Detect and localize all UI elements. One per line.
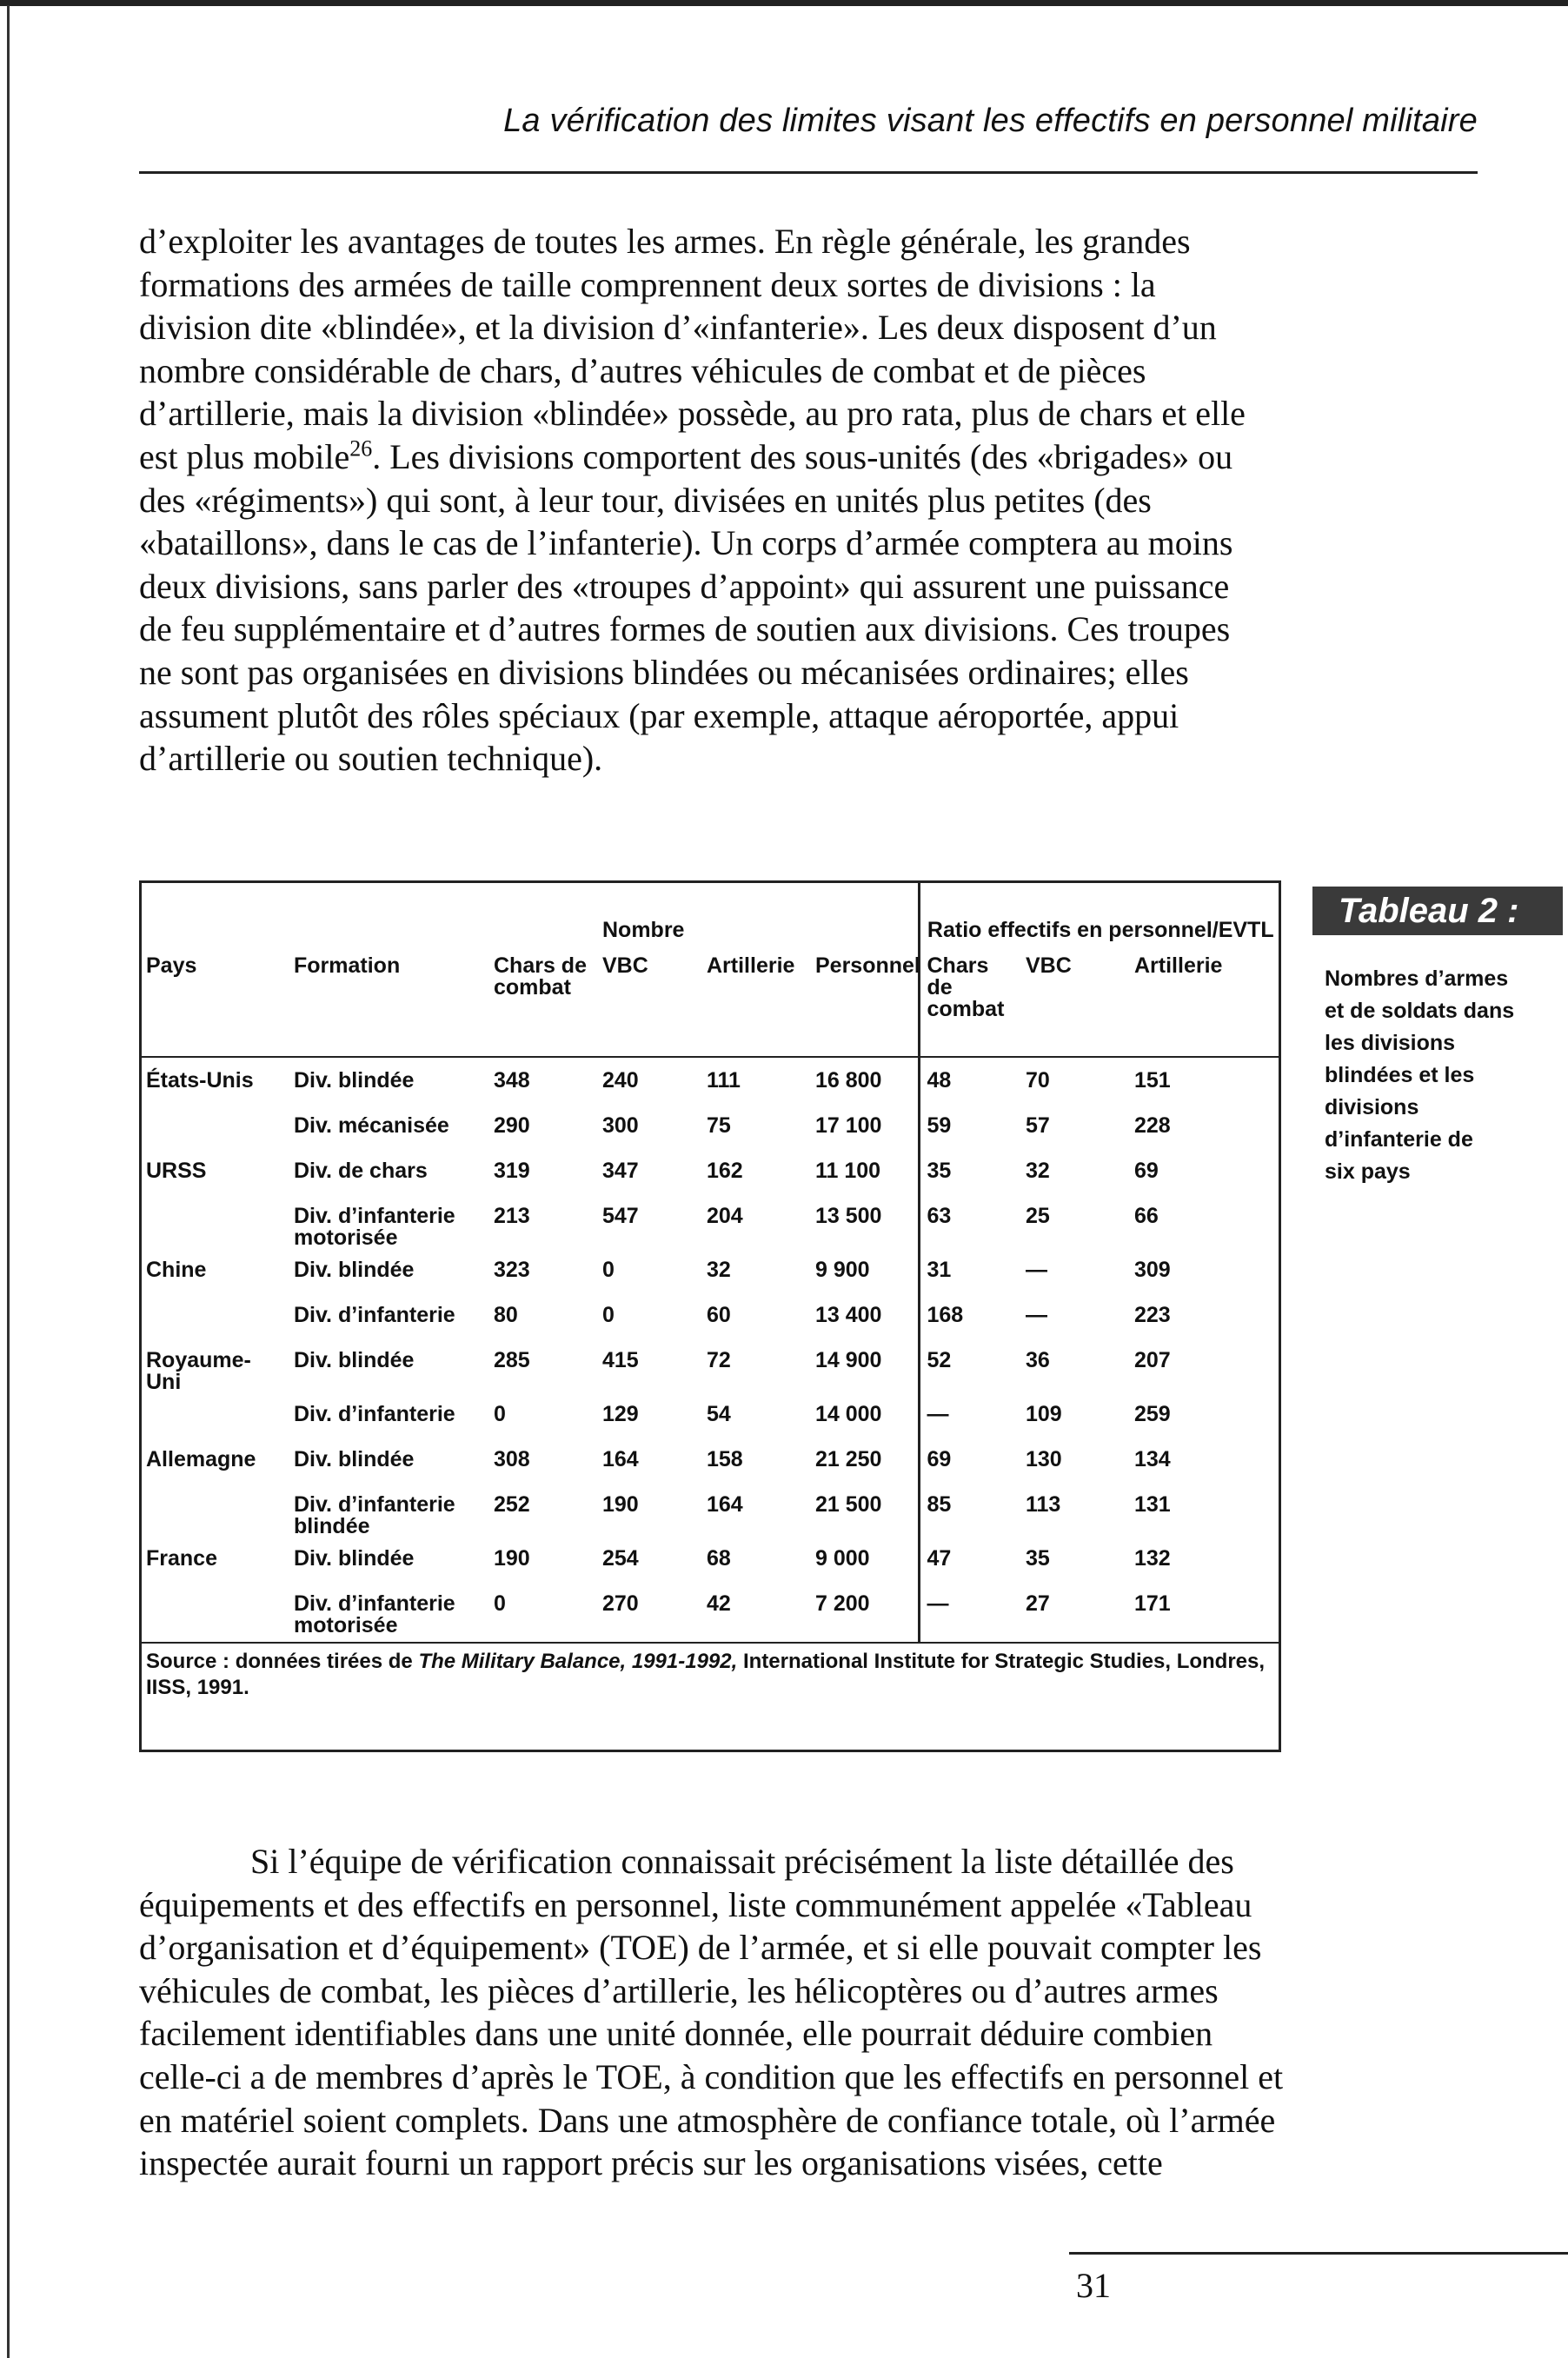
cell-vbc: 240: [602, 1068, 639, 1093]
text-line: «bataillons», dans le cas de l’infanterie). Un corps d’armée comptera au moins: [139, 523, 1233, 563]
cell-vbc: 164: [602, 1447, 639, 1471]
cell-chars: 308: [494, 1447, 530, 1471]
cell-ratio-chars: 59: [919, 1110, 1019, 1155]
cell-personnel: 14 900: [815, 1348, 882, 1372]
cell-chars: 0: [494, 1402, 506, 1426]
cell-ratio-artillerie: 69: [1134, 1159, 1159, 1183]
cell-ratio-vbc: 57: [1026, 1113, 1050, 1138]
cell-artillerie: 204: [707, 1204, 743, 1228]
table-row: [139, 1057, 1281, 1110]
cell-vbc: 300: [602, 1113, 639, 1138]
cell-ratio-artillerie: 171: [1134, 1591, 1171, 1616]
col-header-formation: Formation: [287, 947, 487, 1057]
cell-personnel: 21 500: [815, 1492, 882, 1517]
cell-personnel: 16 800: [815, 1068, 882, 1093]
cell-pays: [139, 1489, 287, 1543]
cell-artillerie: 158: [707, 1447, 743, 1471]
cell-ratio-chars: —: [919, 1588, 1019, 1643]
cell-personnel: 9 900: [815, 1258, 870, 1282]
table-row: [139, 1155, 1281, 1200]
cell-personnel: 7 200: [815, 1591, 870, 1616]
cell-ratio-chars: 52: [919, 1345, 1019, 1398]
cell-chars: 252: [494, 1492, 530, 1517]
cell-vbc: 547: [602, 1204, 639, 1228]
cell-artillerie: 32: [707, 1258, 731, 1282]
cell-ratio-vbc: 27: [1026, 1591, 1050, 1616]
paragraph-2: [139, 1840, 1283, 2185]
table-row: [139, 1588, 1281, 1643]
cell-ratio-artillerie: 223: [1134, 1303, 1171, 1327]
table-row: [139, 1200, 1281, 1254]
text-segment: est plus mobile: [139, 436, 350, 476]
cell-personnel: 13 500: [815, 1204, 882, 1228]
top-border: [0, 0, 1568, 6]
running-header: La vérification des limites visant les effectifs en personnel militaire: [503, 103, 1478, 139]
text-line: des «régiments») qui sont, à leur tour, divisées en unités plus petites (des: [139, 480, 1152, 520]
cell-ratio-chars: 168: [919, 1299, 1019, 1345]
cell-personnel: 17 100: [815, 1113, 882, 1138]
col-header-artillerie: Artillerie: [700, 947, 808, 1057]
cell-artillerie: 164: [707, 1492, 743, 1517]
cell-pays: [139, 1588, 287, 1643]
cell-ratio-chars: 31: [919, 1254, 1019, 1299]
cell-pays: [139, 1200, 287, 1254]
col-header-pays: Pays: [139, 947, 287, 1057]
cell-formation: Div. blindée: [294, 1068, 415, 1093]
cell-vbc: 190: [602, 1492, 639, 1517]
cell-pays: Allemagne: [146, 1447, 256, 1471]
cell-chars: 190: [494, 1546, 530, 1571]
table-row: [139, 1345, 1281, 1398]
cell-formation: Div. d’infanterie motorisée: [294, 1591, 455, 1637]
cell-ratio-artillerie: 66: [1134, 1204, 1159, 1228]
cell-ratio-vbc: —: [1026, 1258, 1047, 1282]
table-row: [139, 1398, 1281, 1444]
cell-ratio-vbc: 130: [1026, 1447, 1062, 1471]
cell-ratio-artillerie: 132: [1134, 1546, 1171, 1571]
text-line: deux divisions, sans parler des «troupes d’appoint» qui assurent une puissance: [139, 566, 1230, 606]
cell-artillerie: 54: [707, 1402, 731, 1426]
cell-chars: 319: [494, 1159, 530, 1183]
cell-chars: 348: [494, 1068, 530, 1093]
source-prefix: Source : données tirées de: [146, 1650, 419, 1673]
text-line: facilement identifiables dans une unité donnée, elle pourrait déduire combien: [139, 2014, 1213, 2054]
cell-artillerie: 68: [707, 1546, 731, 1571]
table-tag: Tableau 2 :: [1312, 887, 1563, 935]
source-title: The Military Balance, 1991-1992,: [418, 1650, 738, 1673]
cell-pays: [139, 1299, 287, 1345]
cell-formation: Div. de chars: [294, 1159, 428, 1183]
group-header-nombre: Nombre: [602, 918, 685, 942]
cell-vbc: 254: [602, 1546, 639, 1571]
table-caption: Nombres d’armes et de soldats dans les divisions blindées et les divisions d’infanterie de six pays: [1325, 966, 1515, 1184]
cell-artillerie: 162: [707, 1159, 743, 1183]
data-table: [139, 880, 1281, 1706]
cell-formation: Div. blindée: [294, 1258, 415, 1282]
table-row: [139, 1254, 1281, 1299]
cell-ratio-artillerie: 131: [1134, 1492, 1171, 1517]
cell-ratio-chars: 85: [919, 1489, 1019, 1543]
cell-chars: 285: [494, 1348, 530, 1372]
cell-vbc: 270: [602, 1591, 639, 1616]
text-line: de feu supplémentaire et d’autres formes de soutien aux divisions. Ces troupes: [139, 609, 1231, 649]
cell-ratio-vbc: 109: [1026, 1402, 1062, 1426]
cell-vbc: 0: [602, 1258, 615, 1282]
table-row: [139, 1444, 1281, 1489]
cell-pays: [139, 1398, 287, 1444]
cell-ratio-chars: 35: [919, 1155, 1019, 1200]
text-line: nombre considérable de chars, d’autres véhicules de combat et de pièces: [139, 350, 1146, 390]
cell-vbc: 0: [602, 1303, 615, 1327]
cell-ratio-artillerie: 151: [1134, 1068, 1171, 1093]
cell-formation: Div. blindée: [294, 1348, 415, 1372]
cell-vbc: 129: [602, 1402, 639, 1426]
cell-ratio-vbc: 36: [1026, 1348, 1050, 1372]
cell-pays: Chine: [146, 1258, 207, 1282]
text-line: division dite «blindée», et la division d’«infanterie». Les deux disposent d’un: [139, 308, 1217, 348]
cell-ratio-vbc: 32: [1026, 1159, 1050, 1183]
cell-ratio-vbc: 70: [1026, 1068, 1050, 1093]
text-line: formations des armées de taille comprennent deux sortes de divisions : la: [139, 264, 1156, 304]
cell-chars: 323: [494, 1258, 530, 1282]
cell-pays: France: [146, 1546, 217, 1571]
source-note: [139, 1643, 1281, 1706]
col-header-chars: Chars de combat: [487, 947, 595, 1057]
column-header-row: [139, 947, 1281, 1057]
cell-artillerie: 42: [707, 1591, 731, 1616]
cell-pays: Royaume-Uni: [146, 1348, 251, 1394]
cell-chars: 80: [494, 1303, 518, 1327]
cell-formation: Div. blindée: [294, 1546, 415, 1571]
table-row: [139, 1110, 1281, 1155]
group-header-ratio: Ratio effectifs en personnel/EVTL: [919, 880, 1281, 947]
cell-pays: États-Unis: [146, 1068, 254, 1093]
table-row: [139, 1489, 1281, 1543]
left-border: [7, 5, 10, 2358]
cell-ratio-artillerie: 259: [1134, 1402, 1171, 1426]
cell-personnel: 9 000: [815, 1546, 870, 1571]
source-suffix: International Institute for Strategic Studies, Londres, IISS, 1991.: [146, 1650, 1266, 1699]
cell-formation: Div. mécanisée: [294, 1113, 449, 1138]
cell-formation: Div. d’infanterie blindée: [294, 1492, 455, 1538]
cell-ratio-artillerie: 134: [1134, 1447, 1171, 1471]
cell-personnel: 11 100: [815, 1159, 881, 1183]
text-line: d’organisation et d’équipement» (TOE) de l’armée, et si elle pouvait compter les: [139, 1928, 1262, 1968]
text-line: d’artillerie, mais la division «blindée» possède, au pro rata, plus de chars et elle: [139, 394, 1246, 434]
text-line: Si l’équipe de vérification connaissait précisément la liste détaillée des: [250, 1842, 1234, 1881]
cell-ratio-artillerie: 207: [1134, 1348, 1171, 1372]
cell-vbc: 347: [602, 1159, 639, 1183]
footer-divider: [1069, 2252, 1568, 2255]
cell-formation: Div. d’infanterie: [294, 1303, 455, 1327]
group-header-row: [139, 880, 1281, 947]
cell-ratio-chars: 69: [919, 1444, 1019, 1489]
cell-ratio-artillerie: 309: [1134, 1258, 1171, 1282]
cell-formation: Div. d’infanterie motorisée: [294, 1204, 455, 1250]
text-segment: . Les divisions comportent des sous-unités (des «brigades» ou: [372, 436, 1233, 476]
source-row: [139, 1643, 1281, 1706]
text-line: celle-ci a de membres d’après le TOE, à condition que les effectifs en personnel et: [139, 2056, 1284, 2096]
col-header-personnel: Personnel: [808, 947, 919, 1057]
cell-ratio-vbc: 113: [1026, 1492, 1061, 1517]
text-line: ne sont pas organisées en divisions blindées ou mécanisées ordinaires; elles: [139, 652, 1189, 692]
table-row: [139, 1543, 1281, 1588]
text-line: véhicules de combat, les pièces d’artillerie, les hélicoptères ou d’autres armes: [139, 1970, 1219, 2010]
footnote-ref[interactable]: 26: [349, 435, 373, 462]
table-body: [139, 1057, 1281, 1643]
cell-chars: 0: [494, 1591, 506, 1616]
text-line: assument plutôt des rôles spéciaux (par exemple, attaque aéroportée, appui: [139, 695, 1179, 735]
cell-chars: 290: [494, 1113, 530, 1138]
text-line: d’exploiter les avantages de toutes les armes. En règle générale, les grandes: [139, 222, 1191, 261]
cell-ratio-artillerie: 228: [1134, 1113, 1171, 1138]
cell-pays: URSS: [146, 1159, 207, 1183]
cell-artillerie: 111: [707, 1068, 741, 1093]
col-header-ratio-vbc: VBC: [1019, 947, 1127, 1057]
cell-formation: Div. blindée: [294, 1447, 415, 1471]
cell-ratio-chars: 47: [919, 1543, 1019, 1588]
col-header-ratio-artillerie: Artillerie: [1127, 947, 1281, 1057]
text-line: en matériel soient complets. Dans une atmosphère de confiance totale, où l’armée: [139, 2100, 1276, 2140]
text-line: inspectée aurait fourni un rapport précis sur les organisations visées, cette: [139, 2143, 1163, 2183]
text-line: équipements et des effectifs en personnel, liste communément appelée «Tableau: [139, 1884, 1252, 1924]
cell-ratio-vbc: —: [1026, 1303, 1047, 1327]
page-number: 31: [1076, 2266, 1111, 2305]
cell-personnel: 14 000: [815, 1402, 882, 1426]
cell-ratio-chars: 63: [919, 1200, 1019, 1254]
cell-ratio-vbc: 35: [1026, 1546, 1050, 1571]
cell-ratio-chars: 48: [919, 1057, 1019, 1110]
text-line: d’artillerie ou soutien technique).: [139, 739, 603, 779]
cell-vbc: 415: [602, 1348, 639, 1372]
header-divider: [139, 171, 1478, 174]
cell-ratio-chars: —: [919, 1398, 1019, 1444]
cell-formation: Div. d’infanterie: [294, 1402, 455, 1426]
table-row: [139, 1299, 1281, 1345]
paragraph-1: [139, 220, 1246, 780]
cell-personnel: 21 250: [815, 1447, 882, 1471]
cell-pays: [139, 1110, 287, 1155]
cell-artillerie: 75: [707, 1113, 731, 1138]
col-header-ratio-chars: Chars de combat: [919, 947, 1019, 1057]
text-line-with-footnote: [139, 435, 1246, 479]
col-header-vbc: VBC: [595, 947, 700, 1057]
cell-chars: 213: [494, 1204, 530, 1228]
cell-personnel: 13 400: [815, 1303, 882, 1327]
cell-artillerie: 60: [707, 1303, 731, 1327]
cell-artillerie: 72: [707, 1348, 731, 1372]
cell-ratio-vbc: 25: [1026, 1204, 1050, 1228]
